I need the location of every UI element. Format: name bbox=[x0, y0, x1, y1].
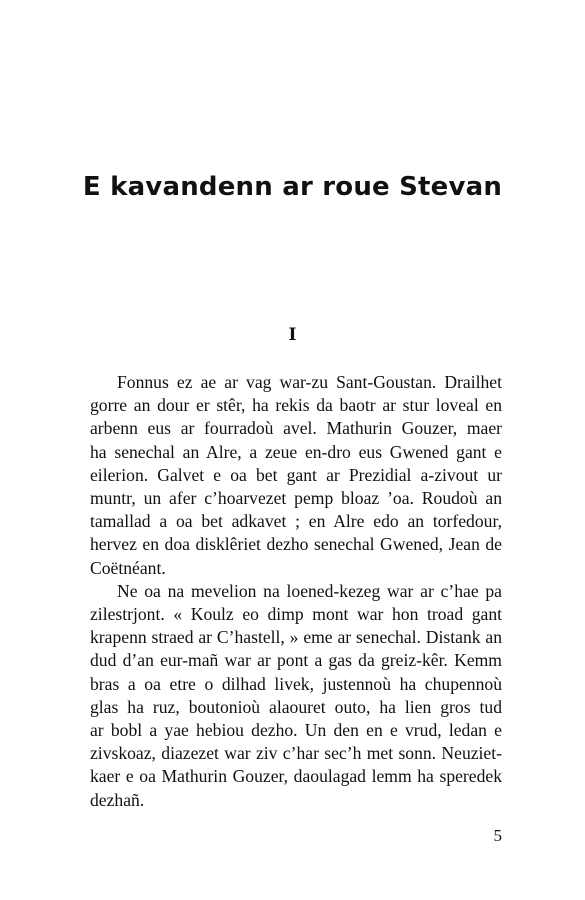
section-number: I bbox=[288, 325, 297, 345]
page-number: 5 bbox=[493, 826, 502, 845]
text-line: Coëtnéant. bbox=[90, 557, 166, 578]
text-line: zivskoaz, diazezet war ziv c’har sec’h met sonn. Neuziet- bbox=[90, 743, 502, 764]
text-line: kaer e oa Mathurin Gouzer, daoulagad lemm ha speredek bbox=[90, 766, 502, 787]
text-line: Ne oa na mevelion na loened-kezeg war ar c’hae pa bbox=[117, 580, 502, 601]
text-line: Fonnus ez ae ar vag war-zu Sant-Goustan. Drailhet bbox=[117, 372, 502, 392]
text-line: dezhañ. bbox=[90, 789, 145, 810]
text-line: krapenn straed ar C’hastell, » eme ar senechal. Distank an bbox=[90, 627, 502, 648]
text-line: hervez en doa disklêriet dezho senechal Gwened, Jean de bbox=[90, 534, 502, 555]
text-line: zilestrjont. « Koulz eo dimp mont war hon troad gant bbox=[90, 604, 502, 625]
text-line: ar bobl a yae hebiou dezho. Un den en e vrud, ledan e bbox=[90, 720, 502, 741]
text-line: ha senechal an Alre, a zeue en-dro eus Gwened gant e bbox=[90, 441, 502, 462]
text-line: arbenn eus ar fourradoù avel. Mathurin Gouzer, maer bbox=[90, 418, 502, 439]
text-line: eilerion. Galvet e oa bet gant ar Prezidial a-zivout ur bbox=[90, 464, 502, 485]
text-line: muntr, un afer c’hoarvezet pemp bloaz ’oa. Roudoù an bbox=[90, 488, 502, 509]
text-line: dud d’an eur-mañ war ar pont a gas da greiz-kêr. Kemm bbox=[90, 650, 502, 671]
text-line: gorre an dour er stêr, ha rekis da baotr ar stur loveal en bbox=[90, 395, 502, 416]
text-line: tamallad a oa bet adkavet ; en Alre edo an torfedour, bbox=[90, 511, 502, 532]
text-line: bras a oa etre o dilhad livek, justennoù ha chupennoù bbox=[90, 673, 502, 694]
chapter-body-text bbox=[90, 371, 502, 812]
text-line: glas ha ruz, boutonioù alaouret outo, ha lien gros tud bbox=[90, 696, 502, 717]
chapter-title: E kavandenn ar roue Stevan bbox=[82, 172, 503, 202]
